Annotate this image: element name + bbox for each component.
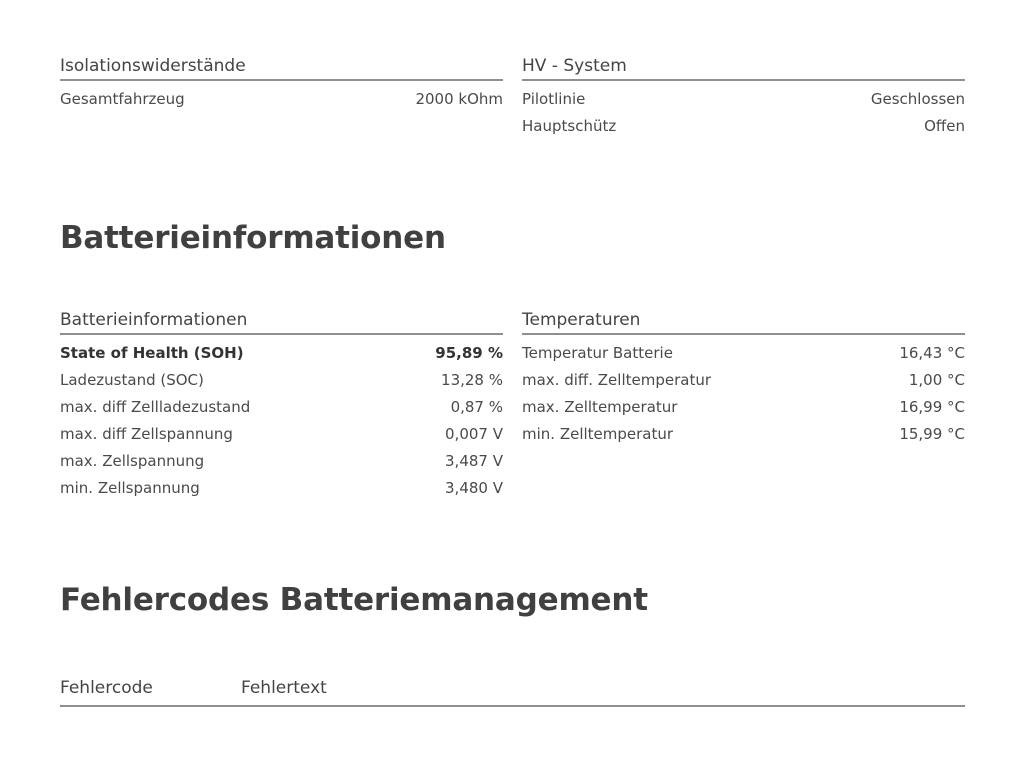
hv-row-value: Offen — [924, 117, 965, 135]
hv-system-title: HV - System — [522, 53, 965, 81]
temp-row-value: 16,99 °C — [899, 398, 965, 416]
battery-row-soh — [60, 340, 503, 367]
battery-row-soc — [60, 367, 503, 394]
battery-row-value: 0,87 % — [450, 398, 503, 416]
error-col-code: Fehlercode — [60, 678, 153, 698]
temp-row-label: max. diff. Zelltemperatur — [522, 371, 712, 389]
hv-row-hauptschuetz — [522, 113, 965, 140]
temp-row-label: min. Zelltemperatur — [522, 425, 674, 443]
hv-row-value: Geschlossen — [870, 90, 965, 108]
temp-row-diff — [522, 367, 965, 394]
error-section-heading: Fehlercodes Batteriemanagement — [60, 582, 648, 618]
temp-row-max — [522, 394, 965, 421]
hv-row-label: Pilotlinie — [522, 90, 586, 108]
battery-row-value: 3,480 V — [445, 479, 503, 497]
report-page — [60, 0, 965, 768]
battery-info-title: Batterieinformationen — [60, 307, 503, 335]
battery-info-row — [60, 307, 965, 502]
battery-row-min-zellspannung — [60, 475, 503, 502]
temp-row-value: 16,43 °C — [899, 344, 965, 362]
isolation-title: Isolationswiderstände — [60, 53, 503, 81]
temp-row-value: 15,99 °C — [899, 425, 965, 443]
battery-row-label: Ladezustand (SOC) — [60, 371, 204, 389]
temp-row-value: 1,00 °C — [908, 371, 965, 389]
battery-row-diff-zellladezustand — [60, 394, 503, 421]
battery-row-value: 3,487 V — [445, 452, 503, 470]
battery-row-label: State of Health (SOH) — [60, 344, 244, 362]
temp-row-min — [522, 421, 965, 448]
battery-row-value: 13,28 % — [441, 371, 503, 389]
top-info-row — [60, 53, 965, 140]
battery-row-max-zellspannung — [60, 448, 503, 475]
error-col-text: Fehlertext — [241, 678, 327, 698]
temperatures-title: Temperaturen — [522, 307, 965, 335]
battery-row-value: 95,89 % — [435, 344, 503, 362]
error-table-header — [60, 673, 965, 707]
temp-row-batterie — [522, 340, 965, 367]
isolation-row-value: 2000 kOhm — [415, 90, 503, 108]
battery-section-heading: Batterieinformationen — [60, 220, 446, 256]
battery-row-diff-zellspannung — [60, 421, 503, 448]
temp-row-label: max. Zelltemperatur — [522, 398, 678, 416]
isolation-row — [60, 86, 503, 113]
temp-row-label: Temperatur Batterie — [522, 344, 673, 362]
isolation-panel — [60, 53, 503, 140]
hv-system-panel — [522, 53, 965, 140]
battery-row-label: max. Zellspannung — [60, 452, 205, 470]
isolation-row-label: Gesamtfahrzeug — [60, 90, 185, 108]
hv-row-label: Hauptschütz — [522, 117, 617, 135]
hv-row-pilotlinie — [522, 86, 965, 113]
battery-row-label: min. Zellspannung — [60, 479, 200, 497]
battery-row-value: 0,007 V — [445, 425, 503, 443]
battery-row-label: max. diff Zellladezustand — [60, 398, 251, 416]
temperatures-panel — [522, 307, 965, 502]
battery-info-panel — [60, 307, 503, 502]
battery-row-label: max. diff Zellspannung — [60, 425, 233, 443]
